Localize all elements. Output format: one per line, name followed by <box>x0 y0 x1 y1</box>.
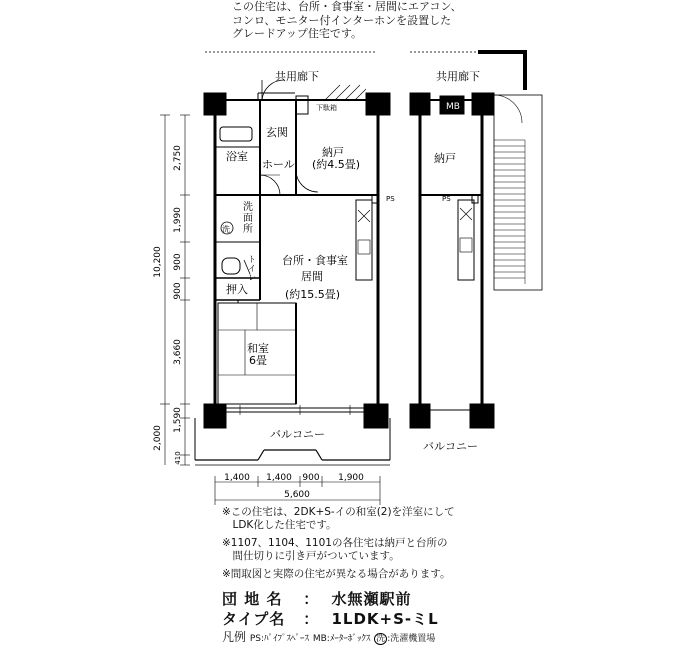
type-label: タイプ名 <box>222 610 286 628</box>
balcony-label-right: バルコニー <box>423 440 478 453</box>
closet-label: 押入 <box>226 283 248 296</box>
dim-v-total: 10,200 <box>153 246 163 278</box>
geta-label: 下駄箱 <box>316 104 337 112</box>
legend-mb: MB:ﾒｰﾀｰﾎﾞｯｸｽ <box>312 634 371 644</box>
toilet-label-3: レ <box>248 273 256 282</box>
storage-label-right: 納戸 <box>434 152 456 165</box>
left-plan <box>195 80 390 465</box>
legend <box>222 628 435 645</box>
hall-label: ホール <box>262 158 295 171</box>
legend-label: 凡例 <box>222 630 247 644</box>
kitchen-size-label: (約15.5畳) <box>285 288 341 301</box>
note-line: ※この住宅は、2DK+S-イの和室(2)を洋室にして <box>222 506 455 518</box>
dim-v-6: 2,000 <box>153 425 163 451</box>
dim-h-0: 1,400 <box>224 473 250 483</box>
type-value: 1LDK+S-ミL <box>331 610 439 628</box>
dimension-lines <box>160 115 380 505</box>
estate-label: 団 地 名 <box>222 590 283 608</box>
toilet-label-1: ト <box>248 255 256 264</box>
note-line: ※1107、1104、1101の各住宅は納戸と台所の <box>222 537 448 549</box>
intro-line: グレードアップ住宅です。 <box>232 27 363 40</box>
dim-v-4: 3,660 <box>173 339 183 365</box>
dim-v-7: 410 <box>174 451 182 465</box>
living-label: 居間 <box>301 270 323 283</box>
legend-ps: PS:ﾊﾟｲﾌﾟｽﾍﾟｰｽ <box>249 634 310 644</box>
type-sep: ： <box>303 610 320 628</box>
washroom-label-2: 面 <box>243 213 253 224</box>
ps-label-right: PS <box>442 195 451 203</box>
dim-v-2: 900 <box>173 253 183 271</box>
dim-v-5: 1,590 <box>173 407 183 433</box>
corridor-label-left: 共用廊下 <box>275 70 319 83</box>
estate-value: 水無瀬駅前 <box>331 590 412 608</box>
dim-h-total: 5,600 <box>284 490 310 500</box>
dim-h-3: 1,900 <box>338 473 364 483</box>
intro-line: この住宅は、台所・食事室・居間にエアコン、 <box>232 0 462 13</box>
ps-label-left: PS <box>386 195 395 203</box>
dim-v-0: 2,750 <box>173 145 183 171</box>
toilet-label-2: イ <box>248 264 256 273</box>
washroom-label-3: 所 <box>243 224 253 235</box>
vertical-dims <box>153 145 183 465</box>
dim-h-1: 1,400 <box>266 473 292 483</box>
bath-label: 浴室 <box>226 150 248 163</box>
horizontal-dims <box>224 473 364 500</box>
estate-sep: ： <box>303 590 320 608</box>
dim-v-3: 900 <box>173 282 183 300</box>
intro-line: コンロ、モニター付インターホンを設置した <box>232 13 452 27</box>
note-line: 間仕切りに引き戸がついています。 <box>222 550 400 562</box>
estate-name-row <box>222 588 411 609</box>
japanese-room-label: 和室 <box>247 342 269 355</box>
corridor-label-right: 共用廊下 <box>436 70 480 83</box>
kitchen-label: 台所・食事室 <box>282 254 348 267</box>
entrance-label: 玄関 <box>266 126 288 139</box>
balcony-label-left: バルコニー <box>270 428 325 441</box>
wash-mark-icon: 洗 <box>222 225 230 234</box>
dim-h-2: 900 <box>302 473 320 483</box>
right-plan <box>410 52 542 428</box>
storage-label: 納戸 <box>322 146 344 159</box>
type-name-row <box>222 608 439 629</box>
legend-wash-mark-icon: 洗 <box>376 634 386 644</box>
notes <box>222 506 455 581</box>
dim-v-1: 1,990 <box>173 207 183 233</box>
legend-wash: :洗濯機置場 <box>387 634 436 644</box>
note-line: LDK化した住宅です。 <box>222 519 337 531</box>
washroom-label-1: 洗 <box>243 202 253 213</box>
japanese-size-label: 6畳 <box>249 354 267 367</box>
mb-label: MB <box>446 102 460 112</box>
storage-size-label: (約4.5畳) <box>312 158 361 171</box>
note-line: ※間取図と実際の住宅が異なる場合があります。 <box>222 568 451 580</box>
